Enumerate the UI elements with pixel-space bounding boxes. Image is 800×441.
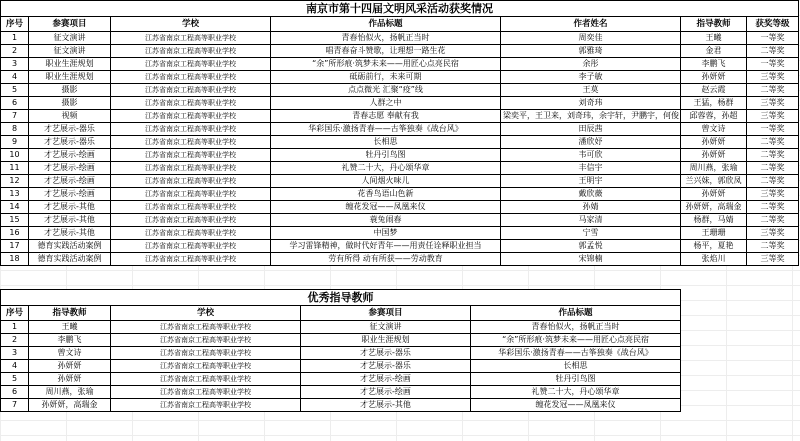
table-cell[interactable]: 3	[1, 58, 29, 71]
teachers-table	[0, 289, 681, 412]
column-header[interactable]: 学校	[111, 17, 271, 32]
table-cell[interactable]: 杨平，夏艳	[681, 240, 747, 253]
table-cell[interactable]: 王莫	[501, 84, 681, 97]
table-cell[interactable]: 江苏省南京工程高等职业学校	[111, 110, 271, 123]
table-row	[1, 162, 799, 175]
table-cell[interactable]: 梁奕平，王卫来，刘奇玮，余宇轩，尹鹏宇，何俊	[501, 110, 681, 123]
table-cell[interactable]: 江苏省南京工程高等职业学校	[111, 188, 271, 201]
table-cell[interactable]: 1	[1, 321, 29, 334]
table-cell[interactable]: 李鹏飞	[681, 58, 747, 71]
awards-table-title: 南京市第十四届文明风采活动获奖情况	[1, 1, 799, 17]
table-row	[1, 32, 799, 45]
table-cell[interactable]: 缠花发冠——凤凰来仪	[271, 201, 501, 214]
table-cell[interactable]: 王曦	[29, 321, 111, 334]
table-cell[interactable]: 一等奖	[747, 58, 799, 71]
table-cell[interactable]: 6	[1, 386, 29, 399]
table-cell[interactable]: 10	[1, 149, 29, 162]
table-row	[1, 227, 799, 240]
table-cell[interactable]: 青春志愿 奉献有我	[271, 110, 501, 123]
table-row	[1, 188, 799, 201]
table-cell[interactable]: 孙妍妍	[681, 71, 747, 84]
table-cell[interactable]: 江苏省南京工程高等职业学校	[111, 321, 301, 334]
table-cell[interactable]: 曾文诗	[29, 347, 111, 360]
table-row	[1, 45, 799, 58]
column-header[interactable]: 指导教师	[29, 306, 111, 321]
table-cell[interactable]: 三等奖	[747, 71, 799, 84]
table-cell[interactable]: 青春怡似火，扬帆正当时	[271, 32, 501, 45]
table-cell[interactable]: 3	[1, 347, 29, 360]
table-cell[interactable]: 二等奖	[747, 149, 799, 162]
table-cell[interactable]: 13	[1, 188, 29, 201]
column-header[interactable]: 参赛项目	[29, 17, 111, 32]
table-cell[interactable]: 江苏省南京工程高等职业学校	[111, 136, 271, 149]
table-cell[interactable]: 孙妍妍，高瑞金	[29, 399, 111, 412]
table-row	[1, 373, 681, 386]
column-header[interactable]: 作品标题	[471, 306, 681, 321]
teachers-table-title: 优秀指导教师	[1, 290, 681, 306]
column-header[interactable]: 序号	[1, 306, 29, 321]
table-cell[interactable]: 8	[1, 123, 29, 136]
table-cell[interactable]: 14	[1, 201, 29, 214]
table-cell[interactable]: 宋锦楠	[501, 253, 681, 266]
table-cell[interactable]: 职业生涯规划	[29, 71, 111, 84]
table-cell[interactable]: 华彩国乐·激扬青春——古筝独奏《战台风》	[471, 347, 681, 360]
table-row	[1, 84, 799, 97]
table-cell[interactable]: 征文演讲	[29, 32, 111, 45]
table-cell[interactable]: 才艺展示-器乐	[301, 360, 471, 373]
table-cell[interactable]: 学习雷锋精神，做时代好青年——用责任诠释职业担当	[271, 240, 501, 253]
table-cell[interactable]: 韦可欣	[501, 149, 681, 162]
table-cell[interactable]: 金君	[681, 45, 747, 58]
table-cell[interactable]: 青春怡似火，扬帆正当时	[471, 321, 681, 334]
table-cell[interactable]: 李子敏	[501, 71, 681, 84]
table-cell[interactable]: 才艺展示-其他	[29, 201, 111, 214]
table-cell[interactable]: 江苏省南京工程高等职业学校	[111, 149, 271, 162]
table-cell[interactable]: 三等奖	[747, 110, 799, 123]
table-cell[interactable]: 才艺展示-器乐	[29, 136, 111, 149]
table-cell[interactable]: 16	[1, 227, 29, 240]
table-row	[1, 71, 799, 84]
table-cell[interactable]: 丰信宇	[501, 162, 681, 175]
table-cell[interactable]: 才艺展示-绘画	[301, 373, 471, 386]
table-cell[interactable]: 孙妍妍	[681, 136, 747, 149]
table-cell[interactable]: 二等奖	[747, 136, 799, 149]
table-cell[interactable]: 摄影	[29, 97, 111, 110]
table-cell[interactable]: 2	[1, 45, 29, 58]
table-cell[interactable]: 才艺展示-其他	[29, 214, 111, 227]
table-cell[interactable]: 点点微光 汇聚“疫”线	[271, 84, 501, 97]
table-cell[interactable]: 江苏省南京工程高等职业学校	[111, 386, 301, 399]
table-cell[interactable]: 才艺展示-其他	[29, 227, 111, 240]
table-cell[interactable]: 4	[1, 360, 29, 373]
column-header[interactable]: 获奖等级	[747, 17, 799, 32]
table-cell[interactable]: 江苏省南京工程高等职业学校	[111, 45, 271, 58]
table-cell[interactable]: 征文演讲	[29, 45, 111, 58]
table-cell[interactable]: 江苏省南京工程高等职业学校	[111, 334, 301, 347]
table-cell[interactable]: 江苏省南京工程高等职业学校	[111, 84, 271, 97]
table-cell[interactable]: 二等奖	[747, 45, 799, 58]
table-cell[interactable]: 视频	[29, 110, 111, 123]
table-row	[1, 386, 681, 399]
table-cell[interactable]: 人间烟火味儿	[271, 175, 501, 188]
table-row	[1, 334, 681, 347]
table-cell[interactable]: 三等奖	[747, 97, 799, 110]
table-cell[interactable]: 4	[1, 71, 29, 84]
table-cell[interactable]: 江苏省南京工程高等职业学校	[111, 71, 271, 84]
table-cell[interactable]: 江苏省南京工程高等职业学校	[111, 373, 301, 386]
column-header[interactable]: 学校	[111, 306, 301, 321]
table-cell[interactable]: 赵云霞	[681, 84, 747, 97]
table-cell[interactable]: 戴欣薇	[501, 188, 681, 201]
table-cell[interactable]: 一等奖	[747, 32, 799, 45]
table-cell[interactable]: 5	[1, 373, 29, 386]
table-cell[interactable]: 曾文诗	[681, 123, 747, 136]
table-cell[interactable]: 二等奖	[747, 240, 799, 253]
table-cell[interactable]: 一等奖	[747, 123, 799, 136]
table-cell[interactable]: 江苏省南京工程高等职业学校	[111, 360, 301, 373]
table-cell[interactable]: 田辰茜	[501, 123, 681, 136]
table-cell[interactable]: 砥砺前行，未来可期	[271, 71, 501, 84]
table-cell[interactable]: 马家清	[501, 214, 681, 227]
table-row	[1, 110, 799, 123]
table-cell[interactable]: 张焰川	[681, 253, 747, 266]
table-cell[interactable]: 王珊珊	[681, 227, 747, 240]
table-row	[1, 399, 681, 412]
table-cell[interactable]: 7	[1, 110, 29, 123]
table-row	[1, 149, 799, 162]
table-cell[interactable]: 邱蓉蓉，孙超	[681, 110, 747, 123]
table-cell[interactable]: 周川燕，张瑜	[29, 386, 111, 399]
column-header[interactable]: 参赛项目	[301, 306, 471, 321]
table-cell[interactable]: 12	[1, 175, 29, 188]
table-cell[interactable]: 唱青春奋斗赞歌，让理想一路生花	[271, 45, 501, 58]
table-cell[interactable]: 9	[1, 136, 29, 149]
column-header[interactable]: 作品标题	[271, 17, 501, 32]
table-cell[interactable]: 2	[1, 334, 29, 347]
table-cell[interactable]: 江苏省南京工程高等职业学校	[111, 214, 271, 227]
table-cell[interactable]: 孙婧	[501, 201, 681, 214]
table-cell[interactable]: 杨群，马婧	[681, 214, 747, 227]
table-cell[interactable]: 江苏省南京工程高等职业学校	[111, 58, 271, 71]
table-cell[interactable]: 王猛，杨群	[681, 97, 747, 110]
table-cell[interactable]: 礼赞二十大，丹心颂华章	[271, 162, 501, 175]
table-cell[interactable]: 王曦	[681, 32, 747, 45]
table-cell[interactable]: 孙妍妍	[681, 188, 747, 201]
table-cell[interactable]: 德育实践活动案例	[29, 240, 111, 253]
table-cell[interactable]: 潘欣妤	[501, 136, 681, 149]
table-cell[interactable]: 孙妍妍	[29, 360, 111, 373]
table-cell[interactable]: 江苏省南京工程高等职业学校	[111, 175, 271, 188]
table-cell[interactable]: 江苏省南京工程高等职业学校	[111, 240, 271, 253]
table-cell[interactable]: 江苏省南京工程高等职业学校	[111, 162, 271, 175]
table-cell[interactable]: 才艺展示-绘画	[301, 386, 471, 399]
table-row	[1, 347, 681, 360]
table-cell[interactable]: 江苏省南京工程高等职业学校	[111, 253, 271, 266]
table-cell[interactable]: 17	[1, 240, 29, 253]
table-cell[interactable]: 15	[1, 214, 29, 227]
table-cell[interactable]: 江苏省南京工程高等职业学校	[111, 347, 301, 360]
table-cell[interactable]: 摄影	[29, 84, 111, 97]
table-cell[interactable]: 才艺展示-绘画	[29, 149, 111, 162]
table-cell[interactable]: 礼赞二十大，丹心颂华章	[471, 386, 681, 399]
table-cell[interactable]: 劳有所得 动有所获——劳动教育	[271, 253, 501, 266]
table-cell[interactable]: 江苏省南京工程高等职业学校	[111, 399, 301, 412]
table-cell[interactable]: 中国梦	[271, 227, 501, 240]
table-cell[interactable]: 才艺展示-器乐	[301, 347, 471, 360]
table-cell[interactable]: 德育实践活动案例	[29, 253, 111, 266]
table-cell[interactable]: 江苏省南京工程高等职业学校	[111, 227, 271, 240]
table-row	[1, 321, 681, 334]
table-cell[interactable]: 蓑兔闹春	[271, 214, 501, 227]
table-cell[interactable]: 余彤	[501, 58, 681, 71]
table-cell[interactable]: 职业生涯规划	[301, 334, 471, 347]
table-row	[1, 253, 799, 266]
table-cell[interactable]: 才艺展示-绘画	[29, 162, 111, 175]
table-cell[interactable]: 江苏省南京工程高等职业学校	[111, 201, 271, 214]
table-cell[interactable]: 郭雅琦	[501, 45, 681, 58]
table-row	[1, 175, 799, 188]
table-cell[interactable]: 花香鸟语山色新	[271, 188, 501, 201]
table-row	[1, 214, 799, 227]
table-cell[interactable]: 郭孟悦	[501, 240, 681, 253]
table-cell[interactable]: 才艺展示-器乐	[29, 123, 111, 136]
table-cell[interactable]: 牡丹引鸟图	[271, 149, 501, 162]
table-cell[interactable]: 长相思	[271, 136, 501, 149]
table-cell[interactable]: 6	[1, 97, 29, 110]
table-cell[interactable]: 李鹏飞	[29, 334, 111, 347]
table-cell[interactable]: 征文演讲	[301, 321, 471, 334]
table-cell[interactable]: 职业生涯规划	[29, 58, 111, 71]
table-cell[interactable]: 1	[1, 32, 29, 45]
table-cell[interactable]: 才艺展示-绘画	[29, 175, 111, 188]
table-cell[interactable]: 才艺展示-绘画	[29, 188, 111, 201]
table-cell[interactable]: 江苏省南京工程高等职业学校	[111, 97, 271, 110]
table-row	[1, 58, 799, 71]
table-cell[interactable]: 三等奖	[747, 188, 799, 201]
table-cell[interactable]: 二等奖	[747, 201, 799, 214]
table-cell[interactable]: 二等奖	[747, 214, 799, 227]
table-cell[interactable]: 刘奇玮	[501, 97, 681, 110]
table-cell[interactable]: 牡丹引鸟图	[471, 373, 681, 386]
table-cell[interactable]: “余”所形痕·筑梦未来——用匠心点亮民宿	[471, 334, 681, 347]
table-row	[1, 360, 681, 373]
table-row	[1, 136, 799, 149]
table-cell[interactable]: 周奕佳	[501, 32, 681, 45]
table-cell[interactable]: 周川燕，张瑜	[681, 162, 747, 175]
table-cell[interactable]: 三等奖	[747, 253, 799, 266]
table-cell[interactable]: 二等奖	[747, 162, 799, 175]
table-cell[interactable]: 江苏省南京工程高等职业学校	[111, 123, 271, 136]
column-header[interactable]: 作者姓名	[501, 17, 681, 32]
table-row	[1, 97, 799, 110]
table-cell[interactable]: 孙妍妍	[29, 373, 111, 386]
table-cell[interactable]: 二等奖	[747, 175, 799, 188]
table-row	[1, 201, 799, 214]
table-cell[interactable]: 孙妍妍	[681, 149, 747, 162]
table-cell[interactable]: 长相思	[471, 360, 681, 373]
column-header[interactable]: 序号	[1, 17, 29, 32]
table-cell[interactable]: 王明宇	[501, 175, 681, 188]
table-cell[interactable]: 江苏省南京工程高等职业学校	[111, 32, 271, 45]
table-cell[interactable]: 缠花发冠——凤凰来仪	[471, 399, 681, 412]
table-row	[1, 123, 799, 136]
column-header[interactable]: 指导教师	[681, 17, 747, 32]
table-cell[interactable]: 人群之中	[271, 97, 501, 110]
table-cell[interactable]: 兰兴妹，郭欣凤	[681, 175, 747, 188]
table-row	[1, 240, 799, 253]
table-cell[interactable]: 二等奖	[747, 84, 799, 97]
table-cell[interactable]: 才艺展示-其他	[301, 399, 471, 412]
table-cell[interactable]: 5	[1, 84, 29, 97]
table-cell[interactable]: 孙妍妍，高瑞金	[681, 201, 747, 214]
table-cell[interactable]: 7	[1, 399, 29, 412]
table-cell[interactable]: 18	[1, 253, 29, 266]
table-cell[interactable]: 三等奖	[747, 227, 799, 240]
table-cell[interactable]: 11	[1, 162, 29, 175]
table-cell[interactable]: 华彩国乐·激扬青春——古筝独奏《战台风》	[271, 123, 501, 136]
table-cell[interactable]: 宁雪	[501, 227, 681, 240]
table-cell[interactable]: “余”所形痕·筑梦未来——用匠心点亮民宿	[271, 58, 501, 71]
